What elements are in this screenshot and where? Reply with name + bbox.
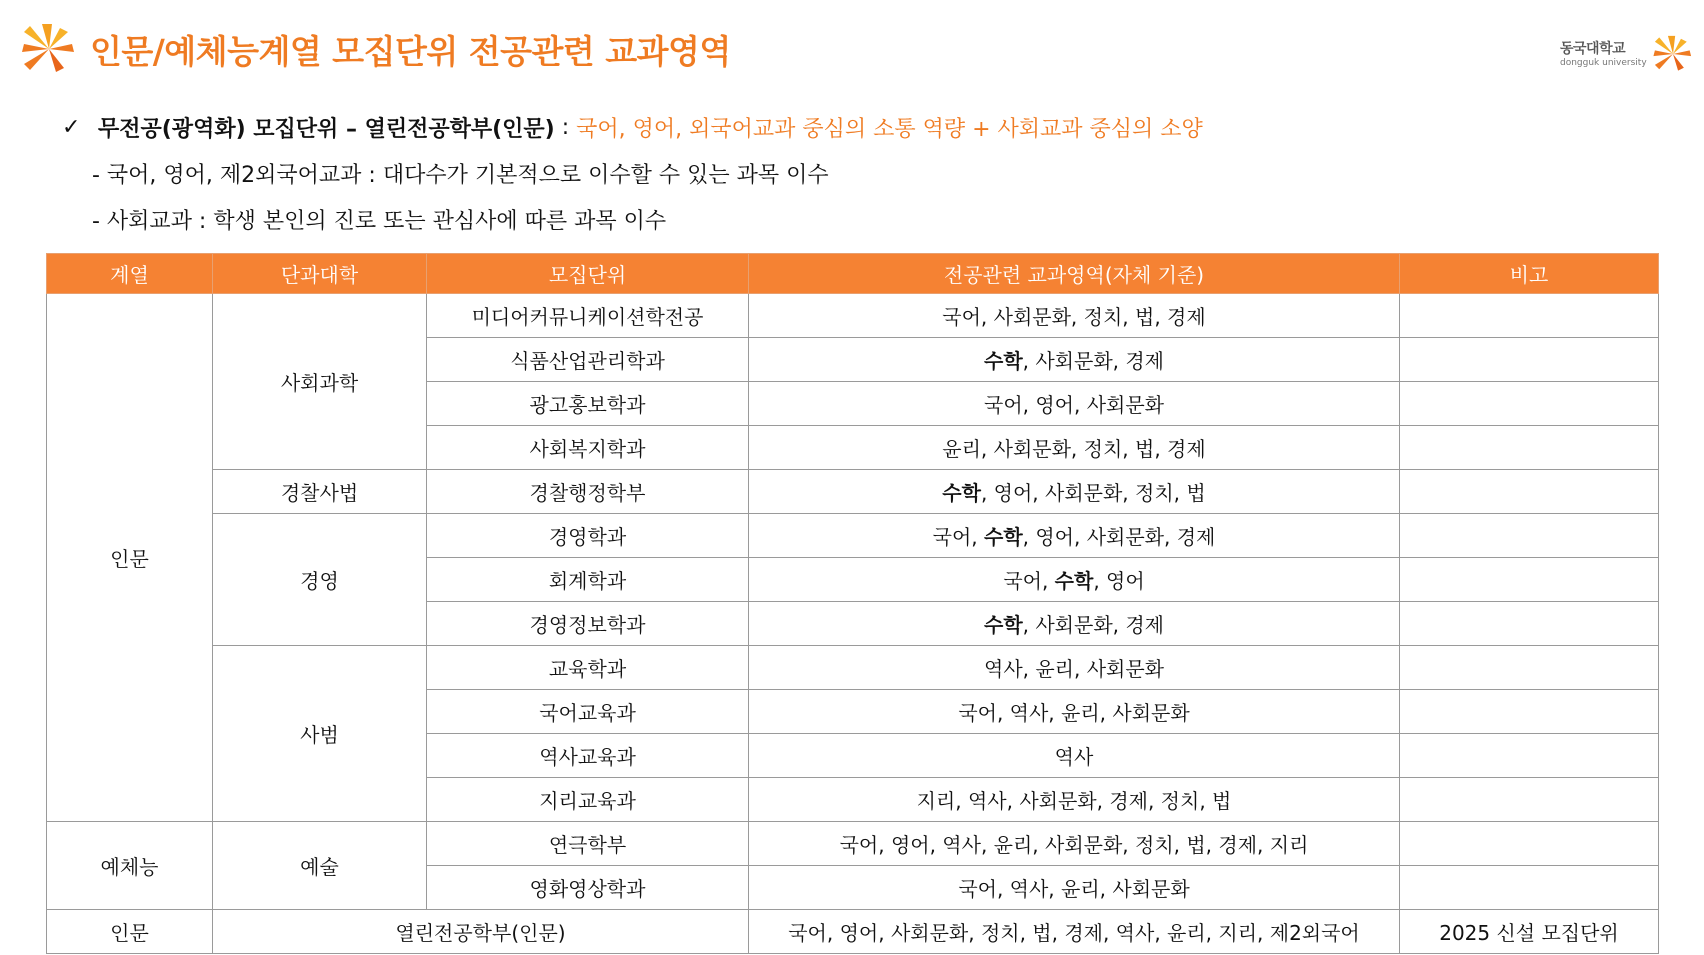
summary-bullets xyxy=(62,104,1203,242)
subjects-cell xyxy=(749,558,1400,602)
subjects-text: 국어, 역사, 윤리, 사회문화 xyxy=(958,701,1190,725)
table-header-row xyxy=(47,254,1659,294)
note-cell xyxy=(1400,514,1659,558)
unit-cell: 교육학과 xyxy=(427,646,749,690)
subjects-cell xyxy=(749,514,1400,558)
note-cell xyxy=(1400,690,1659,734)
note-cell xyxy=(1400,558,1659,602)
col-header-subjects: 전공관련 교과영역(자체 기준) xyxy=(749,254,1400,294)
subjects-cell xyxy=(749,822,1400,866)
main-bullet xyxy=(62,104,1203,150)
subjects-text: , 사회문화, 경제 xyxy=(1022,349,1164,373)
subjects-text: 윤리, 사회문화, 정치, 법, 경제 xyxy=(942,437,1206,461)
subjects-cell xyxy=(749,866,1400,910)
college-cell: 사회과학 xyxy=(213,294,427,470)
unit-cell: 연극학부 xyxy=(427,822,749,866)
check-icon: ✓ xyxy=(62,114,81,140)
note-cell xyxy=(1400,470,1659,514)
main-bullet-key: 무전공(광역화) 모집단위 – 열린전공학부(인문) xyxy=(98,116,555,142)
page-title: 인문/예체능계열 모집단위 전공관련 교과영역 xyxy=(90,31,731,71)
subjects-text: 국어, 영어, 역사, 윤리, 사회문화, 정치, 법, 경제, 지리 xyxy=(839,833,1309,857)
subjects-cell xyxy=(749,470,1400,514)
subjects-text: , 영어 xyxy=(1093,569,1145,593)
logo-name: 동국대학교 xyxy=(1560,41,1626,57)
subjects-pre: 국어, xyxy=(932,525,984,549)
area-cell: 인문 xyxy=(47,910,213,954)
unit-cell: 식품산업관리학과 xyxy=(427,338,749,382)
unit-cell: 영화영상학과 xyxy=(427,866,749,910)
table-row xyxy=(47,514,1659,558)
table-row xyxy=(47,822,1659,866)
subjects-bold: 수학 xyxy=(984,349,1023,373)
subjects-cell xyxy=(749,294,1400,338)
subjects-bold: 수학 xyxy=(984,613,1023,637)
unit-cell: 미디어커뮤니케이션학전공 xyxy=(427,294,749,338)
unit-cell: 역사교육과 xyxy=(427,734,749,778)
unit-cell: 경찰행정학부 xyxy=(427,470,749,514)
note-cell xyxy=(1400,822,1659,866)
subjects-cell xyxy=(749,338,1400,382)
subjects-cell xyxy=(749,734,1400,778)
subjects-pre: 국어, xyxy=(1003,569,1055,593)
unit-cell: 경영학과 xyxy=(427,514,749,558)
logo-english: dongguk university xyxy=(1560,58,1647,68)
unit-cell: 열린전공학부(인문) xyxy=(213,910,749,954)
subjects-text: 지리, 역사, 사회문화, 경제, 정치, 법 xyxy=(916,789,1232,813)
note-cell xyxy=(1400,646,1659,690)
subjects-text: 역사, 윤리, 사회문화 xyxy=(984,657,1164,681)
college-cell: 예술 xyxy=(213,822,427,910)
subjects-text: , 사회문화, 경제 xyxy=(1022,613,1164,637)
college-cell: 경찰사법 xyxy=(213,470,427,514)
sub-bullet-1: - 국어, 영어, 제2외국어교과 : 대다수가 기본적으로 이수할 수 있는 과목 이수 xyxy=(92,162,829,188)
unit-cell: 국어교육과 xyxy=(427,690,749,734)
subjects-bold: 수학 xyxy=(1054,569,1094,593)
col-header-area: 계열 xyxy=(47,254,213,294)
note-cell xyxy=(1400,426,1659,470)
subjects-text: 국어, 영어, 사회문화 xyxy=(984,393,1164,417)
note-cell xyxy=(1400,602,1659,646)
note-cell xyxy=(1400,294,1659,338)
subjects-bold: 수학 xyxy=(942,481,981,505)
logo-flame-icon xyxy=(1652,32,1694,76)
main-bullet-value: 국어, 영어, 외국어교과 중심의 소통 역량 + 사회교과 중심의 소양 xyxy=(576,116,1203,142)
subjects-cell: 국어, 영어, 사회문화, 정치, 법, 경제, 역사, 윤리, 지리, 제2외국어 xyxy=(749,910,1400,954)
table-row xyxy=(47,646,1659,690)
college-cell: 사범 xyxy=(213,646,427,822)
subjects-cell xyxy=(749,646,1400,690)
subjects-text: 역사 xyxy=(1054,745,1094,769)
note-cell xyxy=(1400,866,1659,910)
col-header-note: 비고 xyxy=(1400,254,1659,294)
subjects-cell xyxy=(749,690,1400,734)
col-header-college: 단과대학 xyxy=(213,254,427,294)
note-cell: 2025 신설 모집단위 xyxy=(1400,910,1659,954)
table-row xyxy=(47,470,1659,514)
university-logo xyxy=(1560,38,1694,78)
subjects-text: , 영어, 사회문화, 정치, 법 xyxy=(980,481,1206,505)
table-row xyxy=(47,910,1659,954)
main-bullet-sep: : xyxy=(554,114,577,140)
dongguk-flame-icon xyxy=(20,22,78,76)
col-header-unit: 모집단위 xyxy=(427,254,749,294)
title-bar xyxy=(20,22,731,76)
unit-cell: 회계학과 xyxy=(427,558,749,602)
note-cell xyxy=(1400,338,1659,382)
unit-cell: 사회복지학과 xyxy=(427,426,749,470)
subjects-cell xyxy=(749,778,1400,822)
note-cell xyxy=(1400,382,1659,426)
area-cell: 인문 xyxy=(47,294,213,822)
college-cell: 경영 xyxy=(213,514,427,646)
subjects-text: 국어, 사회문화, 정치, 법, 경제 xyxy=(942,305,1206,329)
area-cell: 예체능 xyxy=(47,822,213,910)
unit-cell: 광고홍보학과 xyxy=(427,382,749,426)
subjects-cell xyxy=(749,602,1400,646)
unit-cell: 경영정보학과 xyxy=(427,602,749,646)
subjects-bold: 수학 xyxy=(984,525,1023,549)
subjects-cell xyxy=(749,426,1400,470)
note-cell xyxy=(1400,778,1659,822)
subject-area-table xyxy=(46,253,1659,954)
sub-bullet-2: - 사회교과 : 학생 본인의 진로 또는 관심사에 따른 과목 이수 xyxy=(92,208,667,234)
subjects-text: 국어, 역사, 윤리, 사회문화 xyxy=(958,877,1190,901)
unit-cell: 지리교육과 xyxy=(427,778,749,822)
subjects-cell xyxy=(749,382,1400,426)
subjects-text: , 영어, 사회문화, 경제 xyxy=(1022,525,1216,549)
table-row xyxy=(47,294,1659,338)
note-cell xyxy=(1400,734,1659,778)
